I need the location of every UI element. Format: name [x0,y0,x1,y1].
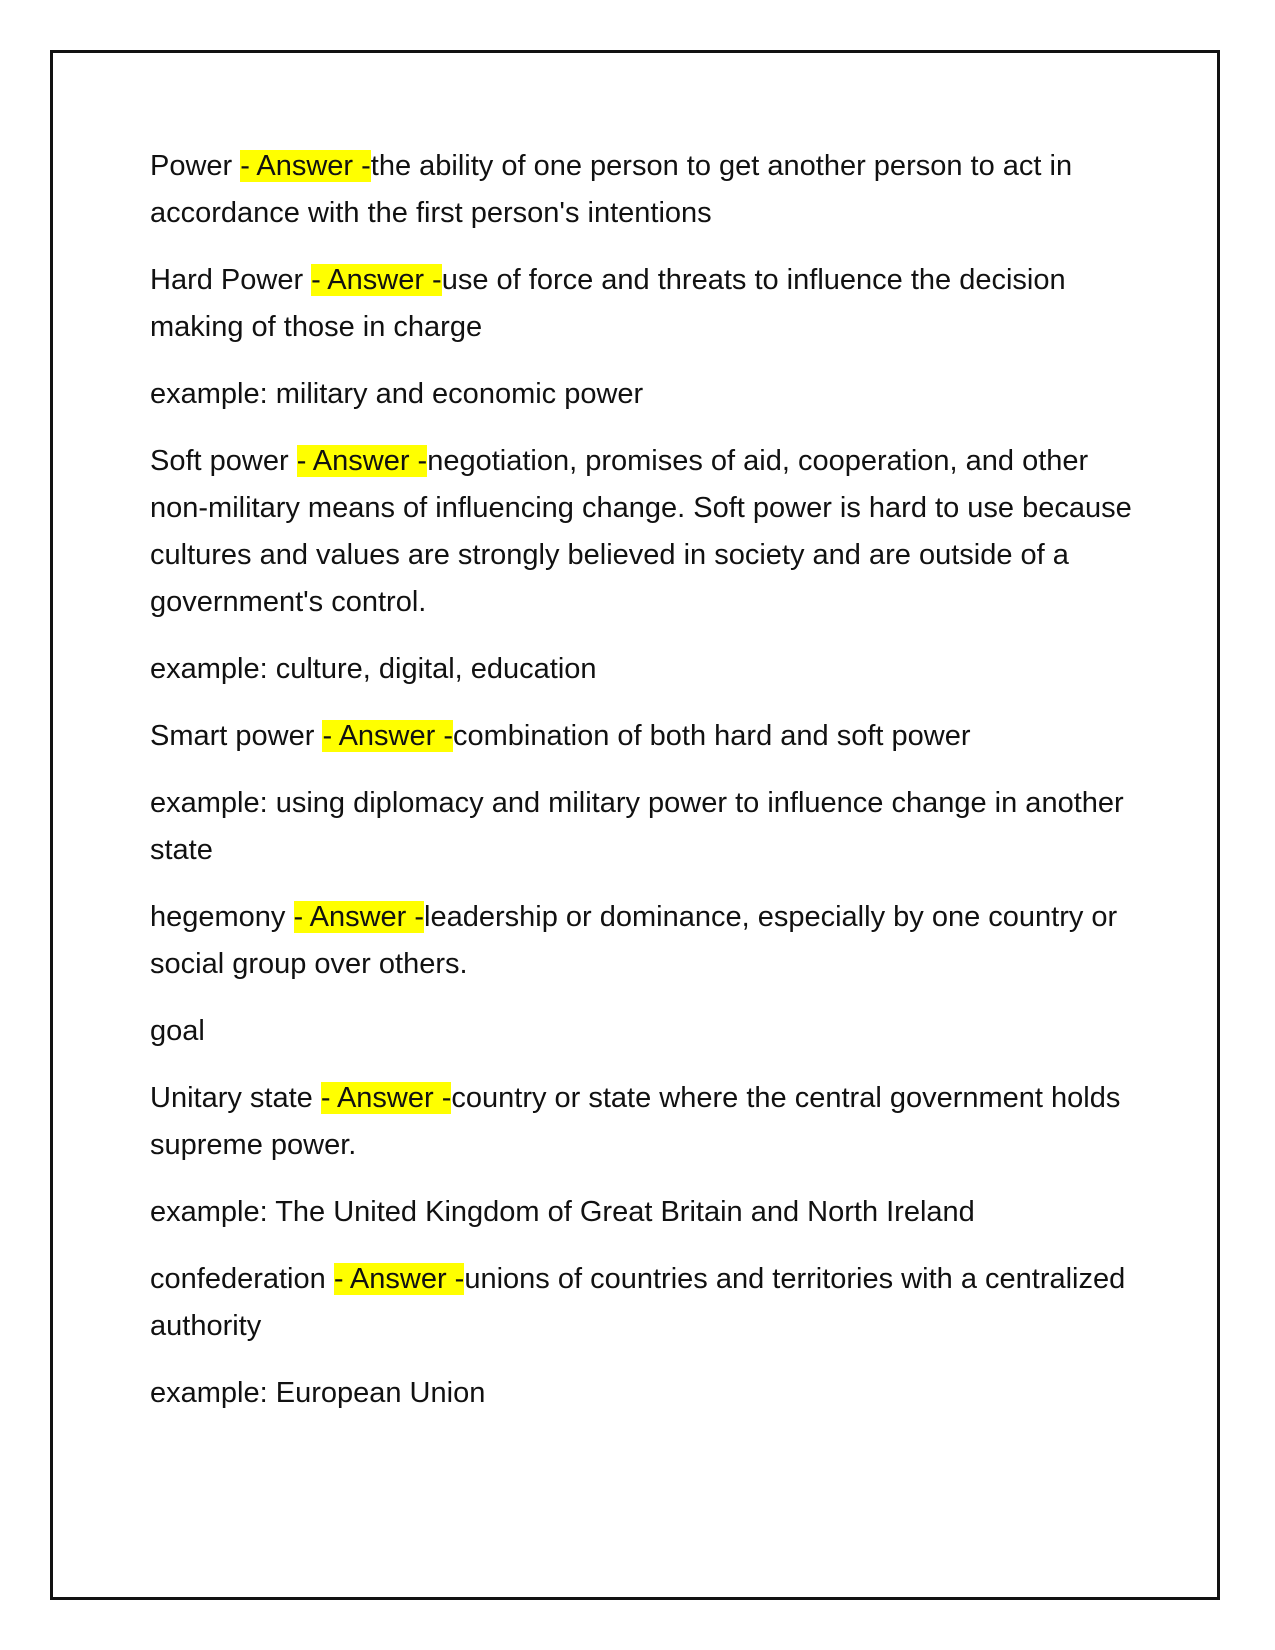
paragraph-goal: goal [150,1015,205,1047]
definition: use of force and threats to influence the decision making of those in charge [150,264,1066,343]
paragraph-soft-power [150,438,1140,626]
definition: the ability of one person to get another person to act in accordance with the first person's intentions [150,150,1073,229]
paragraph-hegemony [150,894,1140,988]
definition: country or state where the central government holds supreme power. [150,1082,1121,1161]
term: Unitary state [150,1082,321,1114]
document-body [150,143,1140,1437]
definition: unions of countries and territories with a centralized authority [150,1263,1126,1342]
paragraph-example: example: culture, digital, education [150,653,597,685]
paragraph-example: example: military and economic power [150,378,644,410]
term: Smart power [150,720,323,752]
paragraph-example: example: using diplomacy and military power to influence change in another state [150,787,1124,866]
paragraph-example: example: European Union [150,1377,486,1409]
term: hegemony [150,901,294,933]
term: confederation [150,1263,334,1295]
definition: leadership or dominance, especially by one country or social group over others. [150,901,1118,980]
paragraph-confederation [150,1256,1140,1350]
term: Power [150,150,241,182]
answer-highlight: - Answer - [240,150,371,182]
term: Hard Power [150,264,312,296]
paragraph-smart-power [150,713,1140,760]
definition: combination of both hard and soft power [452,720,971,752]
answer-highlight: - Answer - [320,1082,452,1114]
paragraph-hard-power [150,257,1140,351]
definition: negotiation, promises of aid, cooperation, and other non-military means of influencing change. Soft power is hard to use because cultures and values are strongly believed in society and are outside of a government's control. [150,445,1132,618]
answer-highlight: - Answer - [322,720,453,752]
paragraph-power [150,143,1140,237]
answer-highlight: - Answer - [333,1263,465,1295]
answer-highlight: - Answer - [311,264,442,296]
answer-highlight: - Answer - [293,901,425,933]
paragraph-unitary-state [150,1075,1140,1169]
answer-highlight: - Answer - [296,445,428,477]
term: Soft power [150,445,297,477]
paragraph-example: example: The United Kingdom of Great Britain and North Ireland [150,1196,975,1228]
